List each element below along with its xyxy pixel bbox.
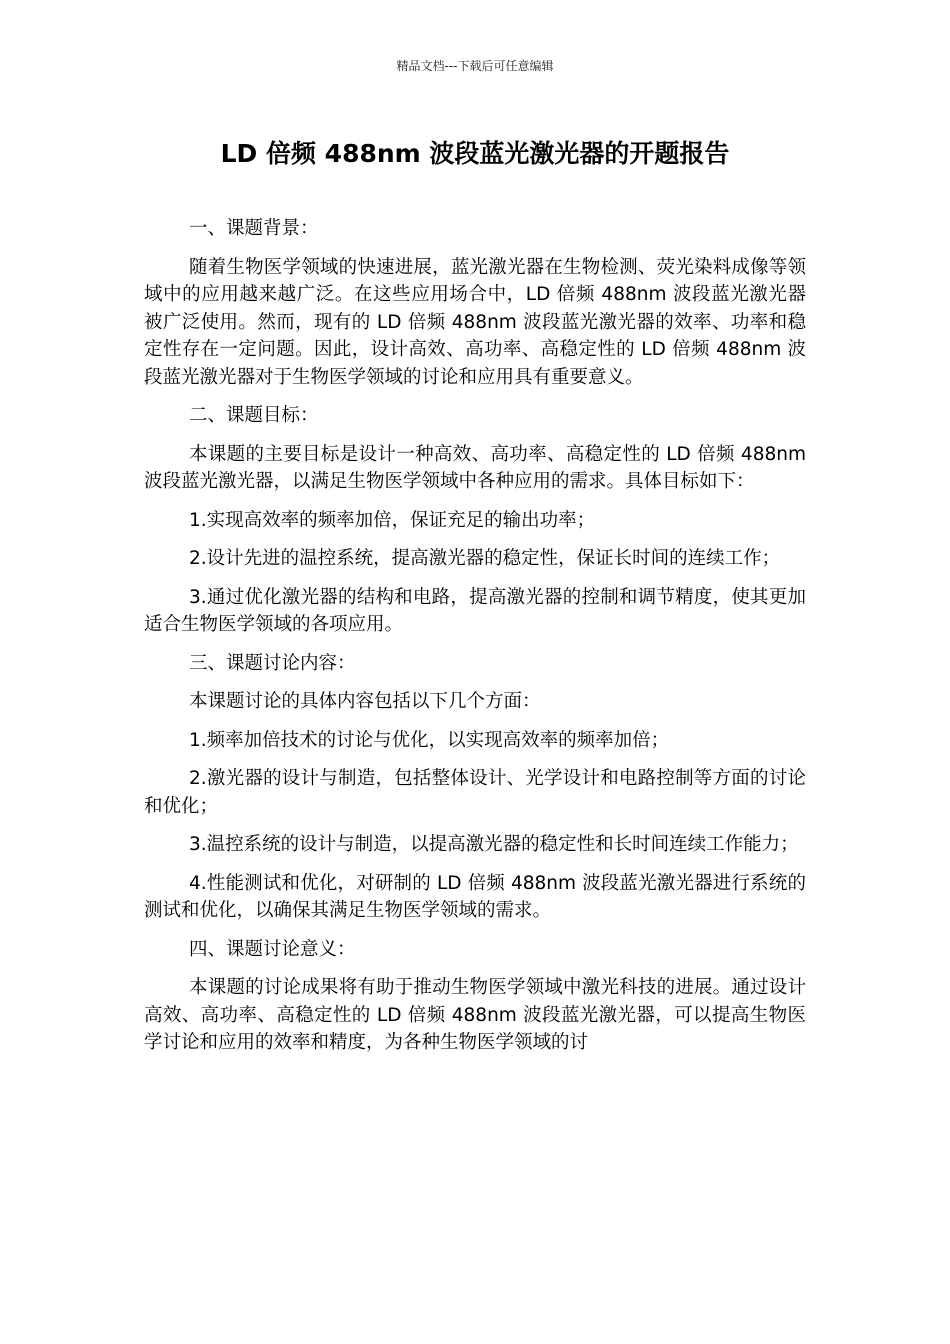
section-heading-content: 三、课题讨论内容：	[189, 652, 356, 674]
section-heading-background: 一、课题背景：	[189, 218, 319, 239]
goal-item-3: 3.通过优化激光器的结构和电路，提高激光器的控制和调节精度，使其更加适合生物医学领域的各项应用。	[144, 586, 806, 635]
document-body	[144, 215, 806, 1068]
goal-item-1: 1.实现高效率的频率加倍，保证充足的输出功率；	[189, 509, 596, 531]
content-item-1: 1.频率加倍技术的讨论与优化，以实现高效率的频率加倍；	[189, 729, 670, 751]
document-title: LD 倍频 488nm 波段蓝光激光器的开题报告	[220, 139, 730, 168]
content-item-4: 4.性能测试和优化，对研制的 LD 倍频 488nm 波段蓝光激光器进行系统的测试和优化，以确保其满足生物医学领域的需求。	[144, 872, 806, 921]
paragraph-goals: 本课题的主要目标是设计一种高效、高功率、高稳定性的 LD 倍频 488nm 波段蓝光激光器，以满足生物医学领域中各种应用的需求。具体目标如下：	[144, 443, 806, 492]
content-item-2: 2.激光器的设计与制造，包括整体设计、光学设计和电路控制等方面的讨论和优化；	[144, 768, 806, 817]
page-header: 精品文档---下载后可任意编辑	[396, 59, 554, 73]
paragraph-background: 随着生物医学领域的快速进展，蓝光激光器在生物检测、荧光染料成像等领域中的应用越来越广泛。在这些应用场合中，LD 倍频 488nm 波段蓝光激光器被广泛使用。然而，现有的 LD 倍频 488nm 波段蓝光激光器的效率、功率和稳定性存在一定问题。因此，设计高效、高功率、高稳定性的 LD 倍频 488nm 波段蓝光激光器对于生物医学领域的讨论和应用具有重要意义。	[144, 256, 806, 388]
section-heading-goals: 二、课题目标：	[189, 405, 319, 426]
section-heading-significance: 四、课题讨论意义：	[189, 938, 356, 960]
content-item-3: 3.温控系统的设计与制造，以提高激光器的稳定性和长时间连续工作能力；	[189, 834, 799, 855]
paragraph-significance: 本课题的讨论成果将有助于推动生物医学领域中激光科技的进展。通过设计高效、高功率、高稳定性的 LD 倍频 488nm 波段蓝光激光器，可以提高生物医学讨论和应用的效率和精度，为各种生物医学领域的讨	[144, 977, 806, 1053]
paragraph-content-intro: 本课题讨论的具体内容包括以下几个方面：	[189, 691, 541, 712]
goal-item-2: 2.设计先进的温控系统，提高激光器的稳定性，保证长时间的连续工作；	[189, 548, 781, 569]
